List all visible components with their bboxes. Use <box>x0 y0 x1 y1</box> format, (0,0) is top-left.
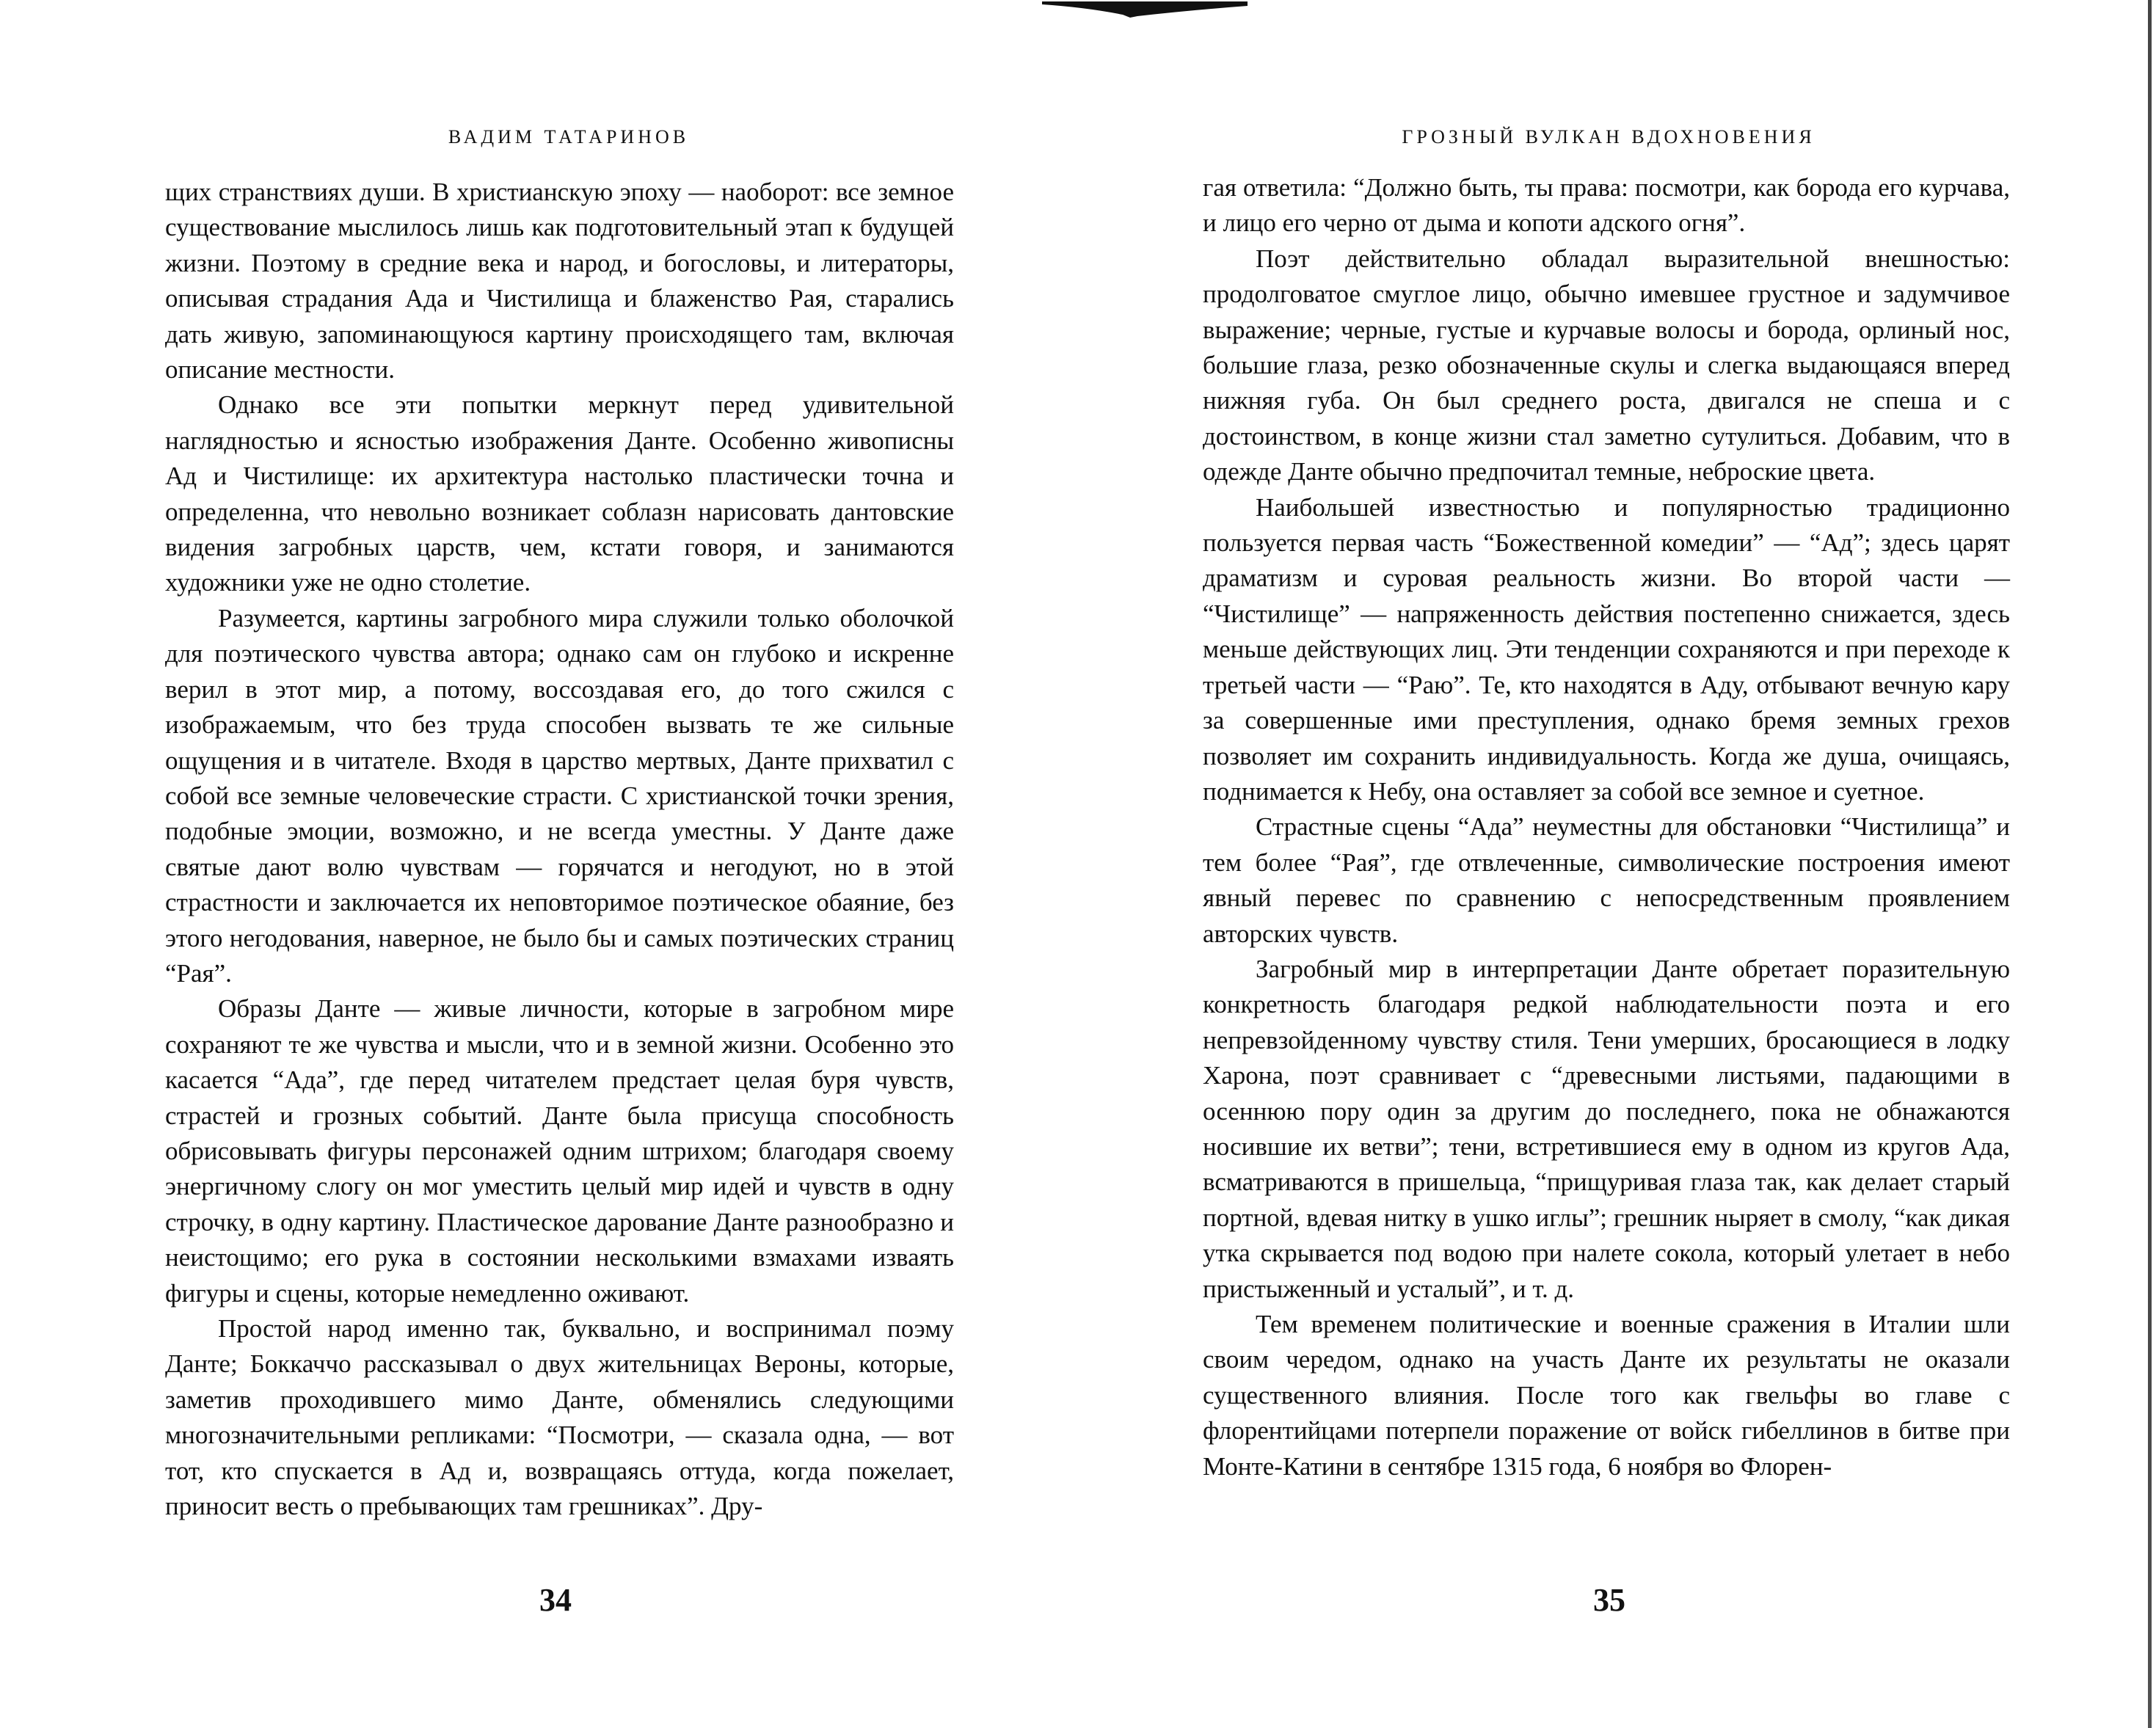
paragraph: Загробный мир в интерпретации Данте обретает поразительную конкретность благодаря редкой наблюдательности поэта и его непревзойденному чувству стиля. Тени умерших, бросающиеся в лодку Харона, поэт сравнивает с “древесными листьями, падающими в осеннюю пору один за другим до последнего, пока не обнажаются носившие их ветви”; тени, встретившиеся ему в одном из кругов Ада, всматриваются в пришельца, “прищуривая глаза так, как делает старый портной, вдевая нитку в ушко иглы”; грешник ныряет в смолу, “как дикая утка скрывается под водою при налете сокола, который улетает в небо пристыженный и усталый”, и т. д. <box>1203 954 2010 1303</box>
running-head: ГРОЗНЫЙ ВУЛКАН ВДОХНОВЕНИЯ <box>1402 126 1816 147</box>
paragraph: Образы Данте — живые личности, которые в загробном мире сохраняют те же чувства и мысли, что и в земной жизни. Особенно это касается “Ада”, где перед читателем предстает целая буря чувств, страстей и грозных событий. Данте была присуща способность обрисовывать фигуры персонажей одним штрихом; благодаря своему энергичному слогу он мог уместить целый мир идей и чувств в одну строчку, в одну картину. Пластическое дарование Данте разнообразно и неистощимо; его рука в состоянии несколькими взмахами изваять фигуры и сцены, которые немедленно оживают. <box>165 994 954 1308</box>
paragraph: гая ответила: “Должно быть, ты права: посмотри, как борода его курчава, и лицо его черно от дыма и копоти адского огня”. <box>1203 173 2010 238</box>
running-head: ВАДИМ ТАТАРИНОВ <box>448 126 690 147</box>
paragraph: Разумеется, картины загробного мира служили только оболочкой для поэтического чувства автора; однако сам он глубоко и искренне верил в этот мир, а потому, воссоздавая его, до того сжился с изображаемым, что без труда способен вызвать те же сильные ощущения и в читателе. Входя в царство мертвых, Данте прихватил с собой все земные человеческие страсти. С христианской точки зрения, подобные эмоции, возможно, и не всегда уместны. У Данте даже святые дают волю чувствам — горячатся и негодуют, но в этой страстности и заключается их неповторимое поэтическое обаяние, без этого негодования, наверное, не было бы и самых поэтических страниц “Рая”. <box>165 603 954 988</box>
right-page <box>1078 0 2156 1728</box>
paragraph: Тем временем политические и военные сражения в Италии шли своим чередом, однако на участь Данте их результаты не оказали существенного влияния. После того как гвельфы во главе с флорентийцами потерпели поражение от войск гибеллинов в битве при Монте-Катини в сентябре 1315 года, 6 ноября во Флорен- <box>1203 1310 2010 1481</box>
paragraph: щих странствиях души. В христианскую эпоху — наоборот: все земное существование мыслилось лишь как подготовительный этап к будущей жизни. Поэтому в средние века и народ, и богословы, и литераторы, описывая страдания Ада и Чистилища и блаженство Рая, старались дать живую, запоминающуюся картину происходящего там, включая описание местности. <box>165 178 954 384</box>
page-number: 34 <box>539 1582 572 1618</box>
page-text <box>165 175 954 1524</box>
paragraph: Страстные сцены “Ада” неуместны для обстановки “Чистилища” и тем более “Рая”, где отвлеченные, символические построения имеют явный перевес по сравнению с непосредственным проявлением авторских чувств. <box>1203 812 2010 948</box>
paragraph: Однако все эти попытки меркнут перед удивительной наглядностью и ясностью изображения Данте. Особенно живописны Ад и Чистилище: их архитектура настолько пластически точна и определенна, что невольно возникает соблазн нарисовать дантовские видения загробных царств, чем, кстати говоря, и занимаются художники уже не одно столетие. <box>165 390 954 597</box>
paragraph: Наибольшей известностью и популярностью традиционно пользуется первая часть “Божественной комедии” — “Ад”; здесь царят драматизм и суровая реальность жизни. Во второй части — “Чистилище” — напряженность действия постепенно снижается, здесь меньше действующих лиц. Эти тенденции сохраняются и при переходе к третьей части — “Раю”. Те, кто находятся в Аду, отбывают вечную кару за совершенные ими преступления, однако бремя земных грехов позволяет им сохранить индивидуальность. Когда же душа, очищаясь, поднимается к Небу, она оставляет за собой все земное и суетное. <box>1203 492 2010 806</box>
page-text <box>1203 170 2010 1484</box>
paragraph: Поэт действительно обладал выразительной внешностью: продолговатое смуглое лицо, обычно имевшее грустное и задумчивое выражение; черные, густые и курчавые волосы и борода, орлиный нос, большие глаза, резко обозначенные скулы и слегка выдающаяся вперед нижняя губа. Он был среднего роста, двигался не спеша и с достоинством, в конце жизни стал заметно сутулиться. Добавим, что в одежде Данте обычно предпочитал темные, неброские цвета. <box>1203 244 2010 486</box>
paragraph: Простой народ именно так, буквально, и воспринимал поэму Данте; Боккаччо рассказывал о двух жительницах Вероны, которые, заметив проходившего мимо Данте, обменялись следующими многозначительными репликами: “Посмотри, — сказала одна, — вот тот, кто спускается в Ад и, возвращаясь оттуда, когда пожелает, приносит весть о пребывающих там грешниках”. Дру- <box>165 1314 954 1521</box>
page-number: 35 <box>1593 1582 1625 1618</box>
